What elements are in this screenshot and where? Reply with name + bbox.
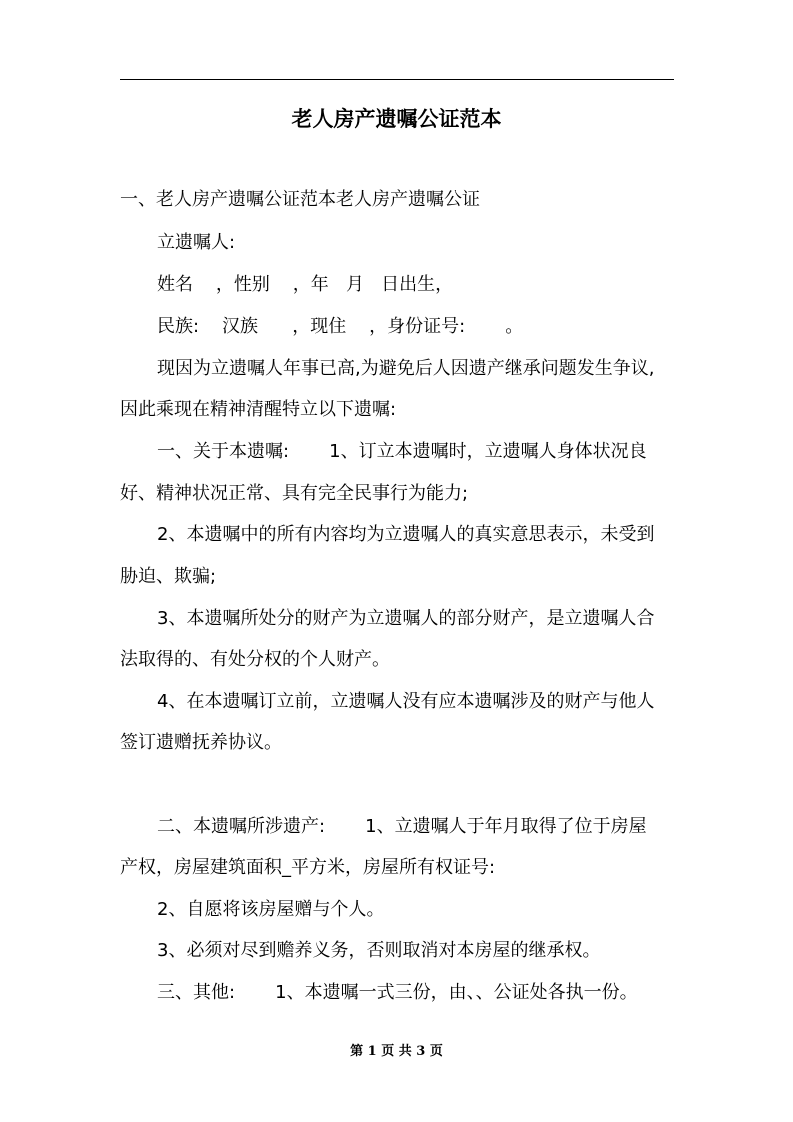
paragraph-line: 3、必须对尽到赡养义务，否则取消对本房屋的继承权。 [157, 940, 601, 961]
paragraph-line: 产权，房屋建筑面积_平方米，房屋所有权证号: [120, 857, 496, 878]
paragraph-line: 胁迫、欺骗; [120, 566, 217, 587]
paragraph-line: 法取得的、有处分权的个人财产。 [120, 649, 390, 670]
paragraph-line: 好、精神状况正常、具有完全民事行为能力; [120, 483, 469, 504]
testator-label: 立遗嘱人: [157, 232, 236, 253]
paragraph-line: 一、关于本遗嘱: 1、订立本遗嘱时，立遗嘱人身体状况良 [157, 441, 647, 462]
section-heading-line: 一、老人房产遗嘱公证范本老人房产遗嘱公证 [120, 189, 480, 210]
ethnicity-address-id-line: 民族: 汉族 ，现住 ，身份证号: 。 [157, 316, 524, 337]
paragraph-line: 因此乘现在精神清醒特立以下遗嘱: [120, 399, 397, 420]
paragraph-line: 现因为立遗嘱人年事已高,为避免后人因遗产继承问题发生争议, [157, 358, 655, 379]
page-number: 第 1 页 共 3 页 [350, 1044, 443, 1059]
header-rule [120, 79, 674, 80]
name-gender-birth-line: 姓名 ，性别 ，年 月 日出生， [157, 274, 454, 295]
paragraph-line: 三、其他: 1、本遗嘱一式三份，由、、公证处各执一份。 [157, 982, 638, 1003]
paragraph-line: 二、本遗嘱所涉遗产: 1、立遗嘱人于年月取得了位于房屋 [157, 816, 647, 837]
paragraph-line: 签订遗赠抚养协议。 [120, 732, 282, 753]
paragraph-line: 2、自愿将该房屋赠与个人。 [157, 899, 385, 920]
paragraph-line: 2、本遗嘱中的所有内容均为立遗嘱人的真实意思表示，未受到 [157, 524, 655, 545]
document-title: 老人房产遗嘱公证范本 [291, 107, 502, 131]
paragraph-line: 3、本遗嘱所处分的财产为立遗嘱人的部分财产，是立遗嘱人合 [157, 608, 655, 629]
paragraph-line: 4、在本遗嘱订立前，立遗嘱人没有应本遗嘱涉及的财产与他人 [157, 691, 655, 712]
